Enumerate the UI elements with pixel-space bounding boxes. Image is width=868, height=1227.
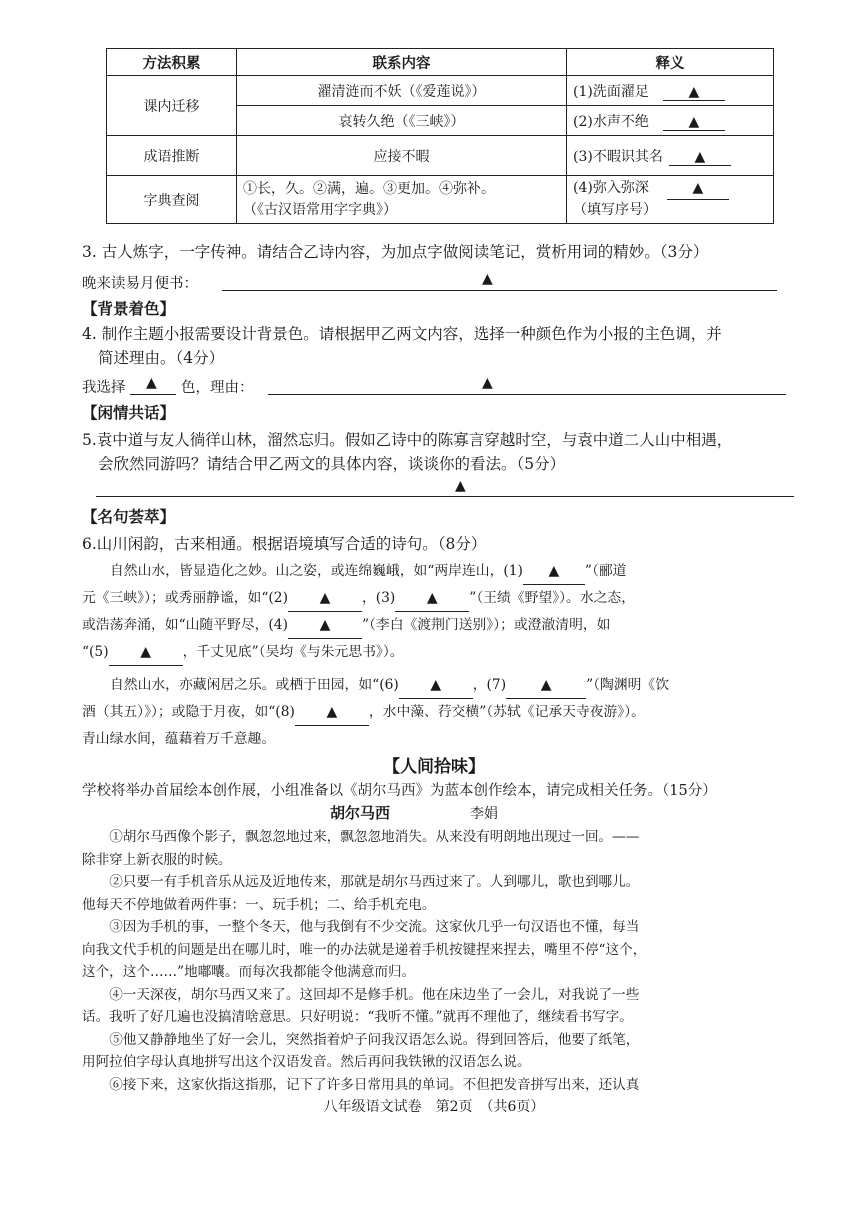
story-paragraph: 用阿拉伯字母认真地拼写出这个汉语发音。然后再问我铁锹的汉语怎么说。 bbox=[82, 1054, 531, 1070]
method-cell: 字典查阅 bbox=[107, 176, 237, 224]
story-paragraph: 他每天不停地做着两件事：一、玩手机；二、给手机充电。 bbox=[82, 896, 436, 913]
passage-text: ”（李白《渡荆门送别》）；或澄澈清明，如 bbox=[361, 617, 611, 633]
story-paragraph: 这个，这个……”地嘟囔。而每次我都能令他满意而归。 bbox=[82, 964, 416, 980]
table-header: 释义 bbox=[567, 49, 774, 76]
content-cell: 哀转久绝（《三峡》） bbox=[237, 106, 567, 136]
answer-blank[interactable] bbox=[669, 149, 731, 166]
question-6: 6.山川闲韵，古来相通。根据语境填写合适的诗句。（8分） bbox=[82, 535, 487, 553]
passage-text: 元《三峡》）；或秀丽静谧，如“(2) bbox=[82, 590, 288, 606]
table-header: 联系内容 bbox=[237, 49, 567, 76]
q6-passage bbox=[82, 558, 802, 752]
triangle-marker-icon: ▲ bbox=[688, 83, 700, 100]
question-3: 3. 古人炼字，一字传神。请结合乙诗内容，为加点字做阅读笔记，赏析用词的精妙。（3分） bbox=[82, 243, 709, 261]
triangle-marker-icon: ▲ bbox=[482, 271, 493, 287]
triangle-marker-icon: ▲ bbox=[326, 704, 338, 720]
passage-text: 青山绿水间，蕴藉着万千意趣。 bbox=[82, 731, 276, 747]
meaning-text: (2)水声不绝 bbox=[573, 113, 649, 130]
definition-list: ①长，久。②满，遍。③更加。④弥补。 bbox=[243, 180, 495, 197]
q5-answer-line[interactable] bbox=[96, 496, 794, 497]
blank-8[interactable] bbox=[295, 699, 369, 726]
passage-text: 或浩荡奔涌，如“山随平野尽，(4) bbox=[82, 617, 288, 633]
triangle-marker-icon: ▲ bbox=[455, 478, 466, 494]
q4-prefix: 我选择 bbox=[82, 380, 126, 396]
blank-1[interactable] bbox=[523, 558, 585, 585]
q4-mid: 色，理由： bbox=[181, 380, 254, 396]
story-paragraph: ④一天深夜，胡尔马西又来了。这回却不是修手机。他在床边坐了一会儿，对我说了一些 bbox=[109, 986, 640, 1003]
blank-2[interactable] bbox=[288, 585, 362, 612]
triangle-marker-icon: ▲ bbox=[694, 148, 706, 165]
table-header-row bbox=[107, 49, 774, 76]
method-cell: 课内迁移 bbox=[107, 76, 237, 136]
meaning-cell bbox=[567, 176, 774, 224]
table-header: 方法积累 bbox=[107, 49, 237, 76]
meaning-cell bbox=[567, 106, 774, 136]
passage-text: ”（王绩《野望》）。水之态， bbox=[469, 590, 636, 606]
section-heading: 【背景着色】 bbox=[82, 299, 176, 318]
passage-text: 酒（其五）》）；或隐于月夜，如“(8) bbox=[82, 704, 295, 720]
triangle-marker-icon: ▲ bbox=[146, 375, 157, 391]
meaning-cell bbox=[567, 136, 774, 176]
content-cell bbox=[237, 176, 567, 224]
meaning-text: (1)洗面濯足 bbox=[573, 83, 649, 100]
passage-text: ”（陶渊明《饮 bbox=[586, 677, 670, 693]
triangle-marker-icon: ▲ bbox=[430, 677, 442, 693]
passage-text: 自然山水，皆显造化之妙。山之姿，或连绵巍峨，如“两岸连山，(1) bbox=[110, 563, 523, 579]
triangle-marker-icon: ▲ bbox=[319, 617, 331, 633]
answer-blank[interactable] bbox=[663, 114, 725, 131]
passage-text: “(5) bbox=[82, 644, 109, 660]
meaning-note: （填写序号） bbox=[573, 202, 657, 218]
triangle-marker-icon: ▲ bbox=[688, 113, 700, 130]
triangle-marker-icon: ▲ bbox=[426, 590, 438, 606]
q3-answer-line[interactable] bbox=[222, 290, 777, 291]
story-paragraph: ①胡尔马西像个影子，飘忽忽地过来，飘忽忽地消失。从来没有明朗地出现过一回。—— bbox=[109, 829, 640, 845]
blank-4[interactable] bbox=[288, 612, 362, 639]
story-title: 胡尔马西 bbox=[330, 804, 391, 822]
story-author: 李娟 bbox=[470, 806, 498, 822]
triangle-marker-icon: ▲ bbox=[692, 180, 704, 196]
meaning-cell bbox=[567, 76, 774, 106]
triangle-marker-icon: ▲ bbox=[319, 590, 331, 606]
question-4-cont: 简述理由。（4分） bbox=[98, 349, 225, 367]
section-heading: 【人间拾味】 bbox=[383, 757, 485, 777]
meaning-text: (3)不暇识其名 bbox=[573, 148, 663, 165]
story-paragraph: 话。我听了好几遍也没搞清啥意思。只好明说：“我听不懂。”就再不理他了，继续看书写字。 bbox=[82, 1009, 633, 1025]
q4-answer-line[interactable] bbox=[268, 394, 786, 395]
blank-6[interactable] bbox=[399, 672, 473, 699]
passage-text: ，(7) bbox=[472, 677, 507, 693]
triangle-marker-icon: ▲ bbox=[548, 563, 560, 579]
question-5-cont: 会欣然同游吗？请结合甲乙两文的具体内容，谈谈你的看法。（5分） bbox=[98, 455, 566, 473]
passage-text: ，(3) bbox=[361, 590, 396, 606]
passage-text: ，千丈见底”（吴均《与朱元思书》）。 bbox=[182, 644, 404, 660]
q4-color-blank[interactable] bbox=[130, 394, 176, 395]
table-row bbox=[107, 136, 774, 176]
story-paragraph: ⑥接下来，这家伙指这指那，记下了许多日常用具的单词。不但把发音拼写出来，还认真 bbox=[109, 1076, 640, 1093]
q3-prompt: 晚来读易月便书： bbox=[82, 276, 198, 292]
story-paragraph: 除非穿上新衣服的时候。 bbox=[82, 851, 232, 868]
passage-text: ，水中藻、荇交横”（苏轼《记承天寺夜游》）。 bbox=[368, 704, 645, 720]
page-footer: 八年级语文试卷 第2页 （共6页） bbox=[323, 1099, 545, 1115]
story-body bbox=[82, 826, 802, 1096]
triangle-marker-icon: ▲ bbox=[482, 375, 493, 391]
answer-blank[interactable] bbox=[663, 84, 725, 101]
question-5: 5.袁中道与友人徜徉山林，溜然忘归。假如乙诗中的陈寡言穿越时空，与袁中道二人山中相遇， bbox=[82, 431, 733, 449]
table-row bbox=[107, 176, 774, 224]
story-paragraph: ②只要一有手机音乐从远及近地传来，那就是胡尔马西过来了。人到哪儿，歌也到哪儿。 bbox=[109, 874, 640, 890]
story-paragraph: ⑤他又静静地坐了好一会儿，突然指着炉子问我汉语怎么说。得到回答后，他要了纸笔， bbox=[109, 1031, 640, 1048]
table-row bbox=[107, 76, 774, 106]
content-cell: 应接不暇 bbox=[237, 136, 567, 176]
passage-text: 自然山水，亦藏闲居之乐。或栖于田园，如“(6) bbox=[110, 677, 399, 693]
blank-5[interactable] bbox=[109, 639, 183, 666]
answer-blank[interactable] bbox=[667, 178, 729, 200]
blank-7[interactable] bbox=[506, 672, 586, 699]
task-intro: 学校将举办首届绘本创作展，小组准备以《胡尔马西》为蓝本创作绘本，请完成相关任务。（15分） bbox=[82, 783, 717, 799]
method-cell: 成语推断 bbox=[107, 136, 237, 176]
story-paragraph: 向我文代手机的问题是出在哪儿时，唯一的办法就是递着手机按键捏来捏去，嘴里不停“这个， bbox=[82, 941, 647, 958]
method-table bbox=[106, 48, 774, 224]
section-heading: 【闲情共话】 bbox=[82, 403, 176, 422]
dictionary-source: （《古汉语常用字字典》） bbox=[243, 201, 397, 218]
meaning-text: (4)弥入弥深 bbox=[573, 180, 649, 196]
triangle-marker-icon: ▲ bbox=[540, 677, 552, 693]
blank-3[interactable] bbox=[395, 585, 469, 612]
story-paragraph: ③因为手机的事，一整个冬天，他与我倒有不少交流。这家伙几乎一句汉语也不懂，每当 bbox=[109, 919, 640, 935]
triangle-marker-icon: ▲ bbox=[140, 644, 151, 660]
content-cell: 濯清涟而不妖（《爱莲说》） bbox=[237, 76, 567, 106]
question-4: 4. 制作主题小报需要设计背景色。请根据甲乙两文内容，选择一种颜色作为小报的主色调，并 bbox=[82, 325, 722, 343]
passage-text: ”（郦道 bbox=[584, 563, 627, 579]
section-heading: 【名句荟萃】 bbox=[82, 507, 176, 526]
